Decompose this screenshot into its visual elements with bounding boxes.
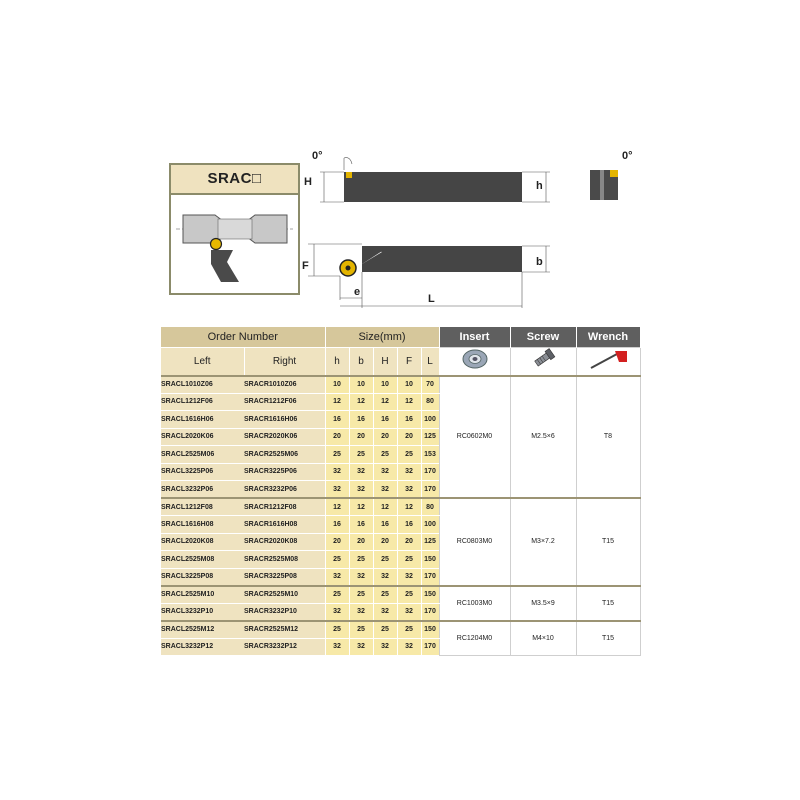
left-order-number: SRACL1212F08	[161, 498, 244, 516]
size-F-value: 20	[397, 428, 421, 446]
size-b-value: 16	[349, 411, 373, 429]
size-H-value: 20	[373, 533, 397, 551]
size-L-value: 150	[421, 586, 439, 604]
right-order-number: SRACR2525M06	[244, 446, 325, 464]
wrench-value: T15	[576, 586, 640, 621]
size-H-value: 16	[373, 411, 397, 429]
left-order-number: SRACL1010Z06	[161, 376, 244, 394]
size-b-value: 10	[349, 376, 373, 394]
dim-e-label: e	[354, 286, 361, 298]
size-b-value: 32	[349, 481, 373, 499]
F-header: F	[397, 347, 421, 376]
wrench-value: T8	[576, 376, 640, 499]
size-L-value: 150	[421, 551, 439, 569]
left-order-number: SRACL2525M06	[161, 446, 244, 464]
screw-value: M3×7.2	[510, 498, 576, 586]
size-b-value: 12	[349, 393, 373, 411]
size-F-value: 32	[397, 568, 421, 586]
size-L-value: 170	[421, 638, 439, 656]
size-F-value: 32	[397, 638, 421, 656]
right-order-number: SRACR3225P06	[244, 463, 325, 481]
size-b-value: 16	[349, 516, 373, 534]
right-order-number: SRACR1616H06	[244, 411, 325, 429]
screw-header: Screw	[510, 327, 576, 347]
size-h-value: 25	[325, 551, 349, 569]
size-h-value: 12	[325, 498, 349, 516]
size-L-value: 170	[421, 463, 439, 481]
insert-value: RC1204M0	[439, 621, 510, 656]
right-order-number: SRACR3232P10	[244, 603, 325, 621]
size-h-value: 25	[325, 621, 349, 639]
right-order-number: SRACR2525M08	[244, 551, 325, 569]
size-F-value: 16	[397, 516, 421, 534]
size-F-value: 32	[397, 463, 421, 481]
size-H-value: 20	[373, 428, 397, 446]
right-order-number: SRACR1212F06	[244, 393, 325, 411]
left-order-number: SRACL3232P06	[161, 481, 244, 499]
left-header: Left	[161, 347, 244, 376]
size-H-value: 25	[373, 551, 397, 569]
size-h-value: 25	[325, 446, 349, 464]
size-h-value: 32	[325, 481, 349, 499]
dim-H-label: H	[304, 176, 312, 188]
right-order-number: SRACR2020K06	[244, 428, 325, 446]
left-order-number: SRACL2525M10	[161, 586, 244, 604]
size-H-value: 32	[373, 638, 397, 656]
size-L-value: 125	[421, 428, 439, 446]
size-h-value: 16	[325, 516, 349, 534]
size-F-value: 10	[397, 376, 421, 394]
tool-end-view-icon	[588, 168, 628, 204]
size-L-value: 100	[421, 516, 439, 534]
size-L-value: 153	[421, 446, 439, 464]
size-b-value: 25	[349, 621, 373, 639]
size-h-value: 32	[325, 638, 349, 656]
size-H-value: 12	[373, 393, 397, 411]
tool-series-name: SRAC□	[171, 165, 298, 195]
size-b-value: 20	[349, 428, 373, 446]
size-H-value: 12	[373, 498, 397, 516]
size-h-value: 32	[325, 463, 349, 481]
right-order-number: SRACR1212F08	[244, 498, 325, 516]
size-L-value: 150	[421, 621, 439, 639]
size-b-value: 25	[349, 551, 373, 569]
size-F-value: 20	[397, 533, 421, 551]
dim-b-label: b	[536, 256, 543, 268]
left-order-number: SRACL3225P08	[161, 568, 244, 586]
tool-schematic-icon	[171, 195, 299, 293]
right-order-number: SRACR2525M12	[244, 621, 325, 639]
dim-h-label: h	[536, 180, 543, 192]
right-order-number: SRACR3225P08	[244, 568, 325, 586]
size-L-value: 100	[421, 411, 439, 429]
size-h-value: 32	[325, 603, 349, 621]
left-order-number: SRACL2020K08	[161, 533, 244, 551]
size-H-value: 32	[373, 568, 397, 586]
size-L-value: 170	[421, 568, 439, 586]
size-H-value: 16	[373, 516, 397, 534]
tool-label-box	[169, 163, 300, 295]
H-header: H	[373, 347, 397, 376]
size-L-value: 70	[421, 376, 439, 394]
size-H-value: 10	[373, 376, 397, 394]
size-L-value: 170	[421, 481, 439, 499]
b-header: b	[349, 347, 373, 376]
size-b-value: 12	[349, 498, 373, 516]
L-header: L	[421, 347, 439, 376]
table-row	[161, 498, 640, 516]
size-L-value: 170	[421, 603, 439, 621]
insert-header: Insert	[439, 327, 510, 347]
size-L-value: 125	[421, 533, 439, 551]
right-order-number: SRACR1010Z06	[244, 376, 325, 394]
size-H-value: 25	[373, 446, 397, 464]
size-header: Size(mm)	[325, 327, 439, 347]
size-F-value: 25	[397, 586, 421, 604]
screw-value: M2.5×6	[510, 376, 576, 499]
insert-value: RC1003M0	[439, 586, 510, 621]
size-h-value: 12	[325, 393, 349, 411]
size-F-value: 32	[397, 481, 421, 499]
round-insert-icon	[460, 348, 490, 370]
left-order-number: SRACL2525M08	[161, 551, 244, 569]
left-order-number: SRACL1616H08	[161, 516, 244, 534]
size-F-value: 25	[397, 551, 421, 569]
left-order-number: SRACL1212F06	[161, 393, 244, 411]
insert-icon-cell	[439, 347, 510, 376]
size-F-value: 25	[397, 621, 421, 639]
size-H-value: 25	[373, 586, 397, 604]
wrench-header: Wrench	[576, 327, 640, 347]
size-b-value: 32	[349, 463, 373, 481]
size-b-value: 32	[349, 568, 373, 586]
order-number-header: Order Number	[161, 327, 325, 347]
wrench-icon-cell	[576, 347, 640, 376]
size-F-value: 32	[397, 603, 421, 621]
screw-value: M3.5×9	[510, 586, 576, 621]
right-order-number: SRACR1616H08	[244, 516, 325, 534]
angle-label-top: 0°	[312, 150, 323, 162]
insert-value: RC0803M0	[439, 498, 510, 586]
left-order-number: SRACL2020K06	[161, 428, 244, 446]
angle-label-side: 0°	[622, 150, 633, 162]
size-H-value: 32	[373, 463, 397, 481]
size-h-value: 16	[325, 411, 349, 429]
size-H-value: 32	[373, 481, 397, 499]
right-order-number: SRACR2525M10	[244, 586, 325, 604]
right-order-number: SRACR3232P12	[244, 638, 325, 656]
size-L-value: 80	[421, 393, 439, 411]
left-order-number: SRACL3225P06	[161, 463, 244, 481]
torx-wrench-icon	[585, 348, 631, 370]
insert-value: RC0602M0	[439, 376, 510, 499]
size-b-value: 32	[349, 638, 373, 656]
left-order-number: SRACL1616H06	[161, 411, 244, 429]
size-b-value: 25	[349, 586, 373, 604]
size-b-value: 20	[349, 533, 373, 551]
size-H-value: 25	[373, 621, 397, 639]
size-h-value: 10	[325, 376, 349, 394]
size-b-value: 32	[349, 603, 373, 621]
left-order-number: SRACL3232P12	[161, 638, 244, 656]
left-order-number: SRACL3232P10	[161, 603, 244, 621]
right-header: Right	[244, 347, 325, 376]
screw-icon	[528, 348, 558, 370]
order-spec-table	[161, 327, 641, 656]
size-h-value: 25	[325, 586, 349, 604]
size-h-value: 32	[325, 568, 349, 586]
table-row	[161, 621, 640, 639]
wrench-value: T15	[576, 498, 640, 586]
dim-L-label: L	[428, 293, 435, 305]
size-L-value: 80	[421, 498, 439, 516]
table-row	[161, 586, 640, 604]
size-F-value: 25	[397, 446, 421, 464]
screw-value: M4×10	[510, 621, 576, 656]
table-row	[161, 376, 640, 394]
h-header: h	[325, 347, 349, 376]
size-F-value: 12	[397, 498, 421, 516]
size-h-value: 20	[325, 533, 349, 551]
size-b-value: 25	[349, 446, 373, 464]
size-F-value: 16	[397, 411, 421, 429]
screw-icon-cell	[510, 347, 576, 376]
size-H-value: 32	[373, 603, 397, 621]
size-h-value: 20	[325, 428, 349, 446]
left-order-number: SRACL2525M12	[161, 621, 244, 639]
right-order-number: SRACR3232P06	[244, 481, 325, 499]
dim-F-label: F	[302, 260, 309, 272]
right-order-number: SRACR2020K08	[244, 533, 325, 551]
wrench-value: T15	[576, 621, 640, 656]
size-F-value: 12	[397, 393, 421, 411]
